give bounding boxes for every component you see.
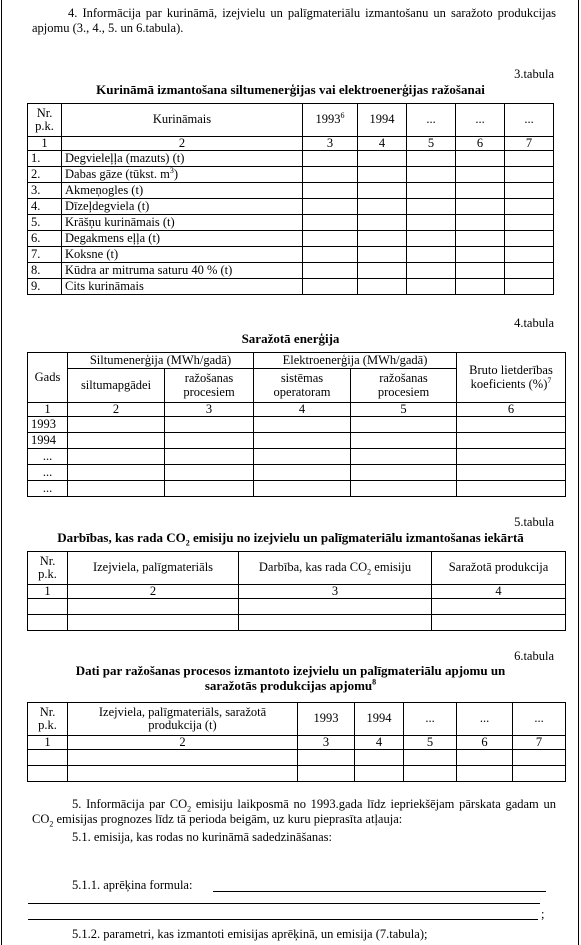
- table-row: [28, 449, 566, 465]
- cell: [165, 449, 254, 465]
- header-heat-supply: siltumapgādei: [68, 369, 165, 403]
- blank-line[interactable]: [28, 919, 538, 920]
- header-year: Gads: [28, 353, 68, 403]
- table-4-title: Saražotā enerģija: [241, 331, 340, 346]
- cell: [303, 215, 358, 231]
- fuel-name: Akmeņogles (t): [62, 183, 303, 199]
- colnum: 2: [62, 137, 303, 151]
- cell: [303, 263, 358, 279]
- colnum: 3: [298, 736, 355, 750]
- cell: [432, 599, 566, 615]
- colnum: 7: [505, 137, 554, 151]
- cell: [407, 263, 456, 279]
- table-3: [27, 103, 554, 295]
- cell: [239, 599, 432, 615]
- cell: [407, 199, 456, 215]
- item-5-1-1-label: 5.1.1. aprēķina formula:: [72, 878, 193, 892]
- table-row: [28, 750, 566, 766]
- cell: [303, 199, 358, 215]
- cell: [355, 766, 404, 782]
- cell: [68, 766, 298, 782]
- table-row: [28, 167, 554, 183]
- row-number: 5.: [28, 215, 62, 231]
- cell: [505, 247, 554, 263]
- table-6-title: Dati par ražošanas procesos izmantoto izejvielu un palīgmateriālu apjomu un saražotās produkcijas apjomu$^8$: [75, 663, 506, 693]
- table-row: [28, 231, 554, 247]
- colnum: 5: [407, 137, 456, 151]
- cell: [165, 417, 254, 433]
- cell: [407, 151, 456, 167]
- cell: [407, 279, 456, 295]
- colnum: 1: [28, 403, 68, 417]
- column-number-row: [28, 137, 554, 151]
- header-nr: Nr. p.k.: [28, 703, 68, 736]
- cell: [456, 279, 505, 295]
- cell: [358, 279, 407, 295]
- cell: [298, 766, 355, 782]
- colnum: 1: [28, 585, 68, 599]
- table-3-title: Kurināmā izmantošana siltumenerģijas vai elektroenerģijas ražošanai: [96, 82, 485, 97]
- cell: [456, 231, 505, 247]
- table-row: [28, 766, 566, 782]
- colnum: 1: [28, 137, 62, 151]
- cell: [404, 750, 457, 766]
- header-col6: ...: [456, 104, 505, 137]
- cell: [456, 215, 505, 231]
- colnum: 3: [303, 137, 358, 151]
- cell: [456, 263, 505, 279]
- header-1993: 1993: [298, 703, 355, 736]
- fuel-name: Kūdra ar mitruma saturu 40 % (t): [62, 263, 303, 279]
- fuel-name: Krāšņu kurināmais (t): [62, 215, 303, 231]
- colnum: 4: [432, 585, 566, 599]
- cell: [358, 215, 407, 231]
- colnum: 6: [457, 403, 566, 417]
- header-col5: ...: [404, 703, 457, 736]
- page-border-right: [578, 0, 579, 945]
- line-end-semicolon: ;: [541, 907, 545, 921]
- table-5-title: Darbības, kas rada $CO_2$ emisiju no izejvielu un palīgmateriālu izmantošanas iekārtā: [57, 530, 524, 548]
- cell: [456, 183, 505, 199]
- cell: [351, 417, 457, 433]
- table-4: [27, 352, 566, 497]
- cell: [358, 199, 407, 215]
- cell: [407, 215, 456, 231]
- row-number: 6.: [28, 231, 62, 247]
- header-co2-activity: Darbība, kas rada $CO_2$ emisiju: [239, 552, 432, 585]
- header-1994: 1994: [355, 703, 404, 736]
- colnum: 2: [68, 736, 298, 750]
- cell: [68, 615, 239, 631]
- cell: [254, 417, 351, 433]
- cell: [505, 215, 554, 231]
- table-header-row: [28, 104, 554, 137]
- cell: [68, 465, 165, 481]
- fuel-name: Degakmens eļļa (t): [62, 231, 303, 247]
- header-1993: 1993$^6$: [303, 104, 358, 137]
- cell: [68, 599, 239, 615]
- cell: [457, 433, 566, 449]
- row-number: 7.: [28, 247, 62, 263]
- table-header-row: [28, 552, 566, 585]
- header-efficiency: Bruto lietderības koeficients (%)$^7$: [457, 353, 566, 403]
- colnum: 3: [165, 403, 254, 417]
- cell: [457, 750, 513, 766]
- table-row: [28, 279, 554, 295]
- cell: [28, 599, 68, 615]
- table-row: [28, 599, 566, 615]
- cell: [68, 481, 165, 497]
- cell: [254, 449, 351, 465]
- fuel-name: Dabas gāze (tūkst. $m^3$): [62, 167, 303, 183]
- table-6-number: 6.tabula: [514, 649, 554, 663]
- header-product: Saražotā produkcija: [432, 552, 566, 585]
- cell: [28, 766, 68, 782]
- table-row: [28, 481, 566, 497]
- item-5-1-2: 5.1.2. parametri, kas izmantoti emisijas aprēķinā, un emisija (7.tabula);: [72, 927, 428, 941]
- table-3-number: 3.tabula: [514, 67, 554, 81]
- cell: [165, 481, 254, 497]
- cell: [505, 199, 554, 215]
- table-row: [28, 247, 554, 263]
- cell: [456, 151, 505, 167]
- cell: [358, 183, 407, 199]
- year-cell: ...: [28, 465, 68, 481]
- cell: [404, 766, 457, 782]
- cell: [303, 279, 358, 295]
- column-number-row: [28, 585, 566, 599]
- fuel-name: Cits kurināmais: [62, 279, 303, 295]
- cell: [505, 231, 554, 247]
- cell: [68, 417, 165, 433]
- cell: [456, 199, 505, 215]
- colnum: 3: [239, 585, 432, 599]
- row-number: 9.: [28, 279, 62, 295]
- cell: [457, 481, 566, 497]
- header-nr: Nr. p.k.: [28, 104, 62, 137]
- header-col5: ...: [407, 104, 456, 137]
- cell: [254, 481, 351, 497]
- table-row: [28, 151, 554, 167]
- cell: [407, 183, 456, 199]
- table-row: [28, 433, 566, 449]
- header-nr: Nr. p.k.: [28, 552, 68, 585]
- cell: [358, 247, 407, 263]
- year-cell: ...: [28, 481, 68, 497]
- cell: [358, 151, 407, 167]
- header-col7: ...: [505, 104, 554, 137]
- fuel-name: Dīzeļdegviela (t): [62, 199, 303, 215]
- page-border-left: [1, 0, 2, 945]
- header-col7: ...: [513, 703, 566, 736]
- cell: [254, 433, 351, 449]
- cell: [407, 247, 456, 263]
- table-5-number: 5.tabula: [514, 515, 554, 529]
- cell: [351, 449, 457, 465]
- year-cell: 1993: [28, 417, 68, 433]
- table-header-row: [28, 353, 566, 369]
- cell: [165, 465, 254, 481]
- cell: [303, 151, 358, 167]
- colnum: 2: [68, 403, 165, 417]
- formula-blank-line[interactable]: [213, 891, 546, 892]
- cell: [456, 247, 505, 263]
- colnum: 6: [456, 137, 505, 151]
- cell: [303, 167, 358, 183]
- column-number-row: [28, 736, 566, 750]
- table-5: [27, 551, 566, 631]
- cell: [303, 247, 358, 263]
- header-heat-energy: Siltumenerģija (MWh/gadā): [68, 353, 254, 369]
- section-5-intro: 5. Informācija par $CO_2$ emisiju laikposmā no 1993.gada līdz iepriekšējam pārskata gadam un $CO_2$ emisijas prognozes līdz tā perioda beigām, uz kuru pieprasīta atļauja:: [32, 797, 556, 829]
- cell: [513, 766, 566, 782]
- cell: [68, 433, 165, 449]
- cell: [351, 433, 457, 449]
- row-number: 2.: [28, 167, 62, 183]
- cell: [28, 750, 68, 766]
- colnum: 1: [28, 736, 68, 750]
- cell: [513, 750, 566, 766]
- table-row: [28, 417, 566, 433]
- table-6: [27, 702, 566, 782]
- header-system-operator: sistēmas operatoram: [254, 369, 351, 403]
- colnum: 4: [254, 403, 351, 417]
- colnum: 4: [355, 736, 404, 750]
- table-row: [28, 199, 554, 215]
- table-4-number: 4.tabula: [514, 316, 554, 330]
- cell: [254, 465, 351, 481]
- table-row: [28, 263, 554, 279]
- cell: [407, 231, 456, 247]
- cell: [68, 449, 165, 465]
- cell: [457, 417, 566, 433]
- colnum: 6: [457, 736, 513, 750]
- header-material-product: Izejviela, palīgmateriāls, saražotā produkcija (t): [68, 703, 298, 736]
- table-row: [28, 465, 566, 481]
- cell: [28, 615, 68, 631]
- cell: [505, 151, 554, 167]
- cell: [351, 465, 457, 481]
- cell: [358, 231, 407, 247]
- cell: [407, 167, 456, 183]
- cell: [505, 279, 554, 295]
- cell: [303, 183, 358, 199]
- cell: [358, 167, 407, 183]
- cell: [239, 615, 432, 631]
- row-number: 1.: [28, 151, 62, 167]
- cell: [303, 231, 358, 247]
- blank-line[interactable]: [28, 903, 540, 904]
- cell: [505, 167, 554, 183]
- cell: [68, 750, 298, 766]
- cell: [505, 183, 554, 199]
- cell: [358, 263, 407, 279]
- colnum: 4: [358, 137, 407, 151]
- header-heat-production: ražošanas procesiem: [165, 369, 254, 403]
- header-elec-production: ražošanas procesiem: [351, 369, 457, 403]
- year-cell: 1994: [28, 433, 68, 449]
- row-number: 4.: [28, 199, 62, 215]
- cell: [456, 167, 505, 183]
- section-4-intro: 4. Informācija par kurināmā, izejvielu un palīgmateriālu izmantošanu un saražoto produkcijas apjomu (3., 4., 5. un 6.tabula).: [32, 6, 556, 35]
- cell: [505, 263, 554, 279]
- table-header-row: [28, 703, 566, 736]
- row-number: 8.: [28, 263, 62, 279]
- cell: [457, 465, 566, 481]
- fuel-name: Koksne (t): [62, 247, 303, 263]
- cell: [355, 750, 404, 766]
- header-electric-energy: Elektroenerģija (MWh/gadā): [254, 353, 457, 369]
- header-fuel: Kurināmais: [62, 104, 303, 137]
- header-1994: 1994: [358, 104, 407, 137]
- cell: [457, 766, 513, 782]
- cell: [298, 750, 355, 766]
- cell: [457, 449, 566, 465]
- cell: [351, 481, 457, 497]
- fuel-name: Degvieleļļa (mazuts) (t): [62, 151, 303, 167]
- header-col6: ...: [457, 703, 513, 736]
- cell: [165, 433, 254, 449]
- column-number-row: [28, 403, 566, 417]
- colnum: 7: [513, 736, 566, 750]
- cell: [432, 615, 566, 631]
- colnum: 5: [351, 403, 457, 417]
- colnum: 2: [68, 585, 239, 599]
- table-row: [28, 615, 566, 631]
- header-material: Izejviela, palīgmateriāls: [68, 552, 239, 585]
- row-number: 3.: [28, 183, 62, 199]
- table-row: [28, 183, 554, 199]
- table-row: [28, 215, 554, 231]
- colnum: 5: [404, 736, 457, 750]
- year-cell: ...: [28, 449, 68, 465]
- item-5-1: 5.1. emisija, kas rodas no kurināmā sadedzināšanas:: [72, 830, 332, 844]
